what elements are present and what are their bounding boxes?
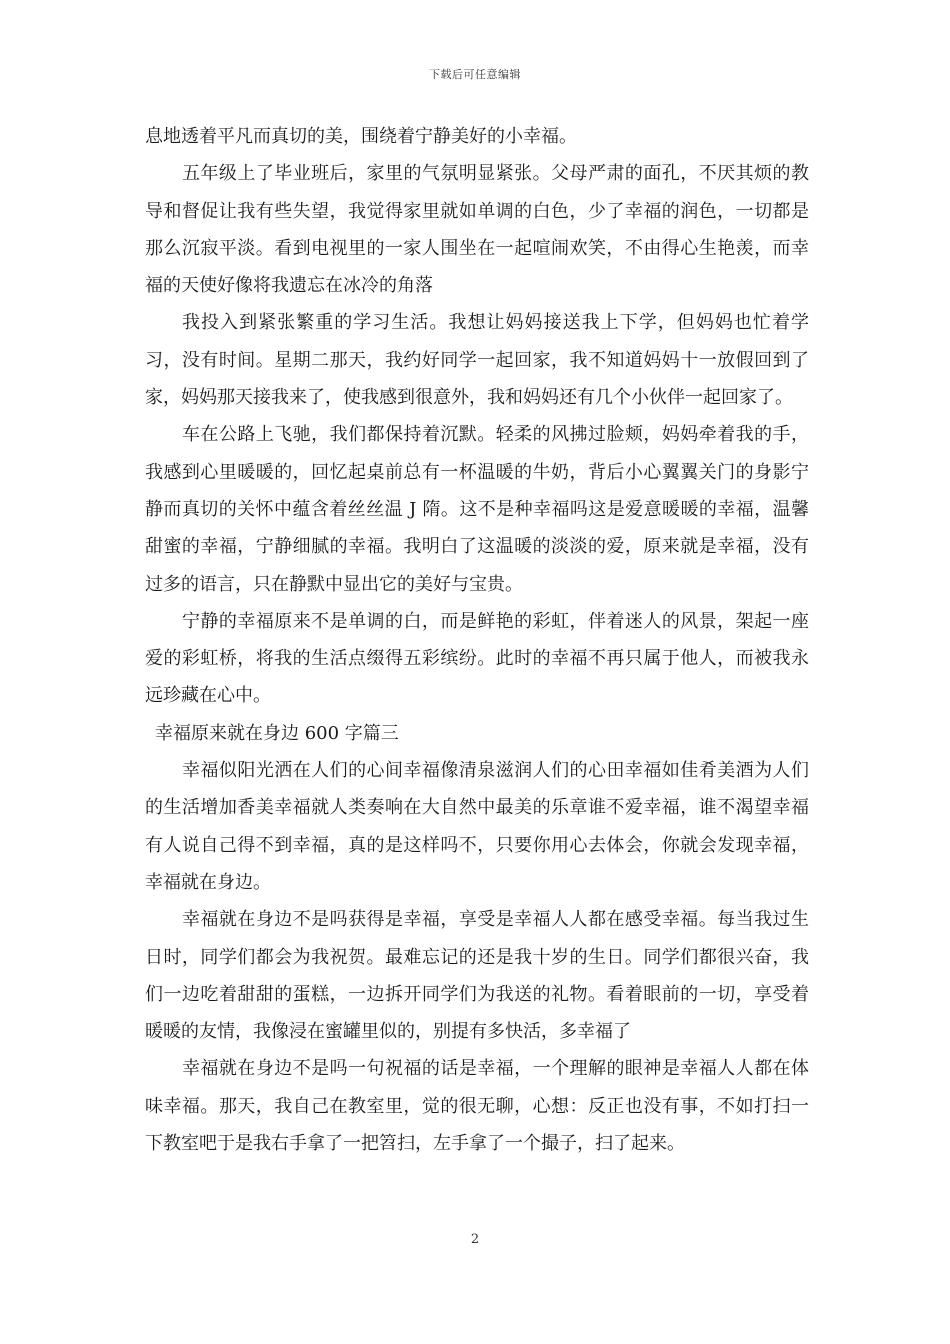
document-body <box>145 118 809 1162</box>
paragraph: 幸福就在身边不是吗获得是幸福，享受是幸福人人都在感受幸福。每当我过生日时，同学们都会为我祝贺。最难忘记的还是我十岁的生日。同学们都很兴奋，我们一边吃着甜甜的蛋糕，一边拆开同学们为我送的礼物。看着眼前的一切，享受着暖暖的友情，我像浸在蜜罐里似的，别提有多快活，多幸福了 <box>145 909 809 1043</box>
paragraph: 车在公路上飞驰，我们都保持着沉默。轻柔的风拂过脸颊，妈妈牵着我的手，我感到心里暖暖的，回忆起桌前总有一杯温暖的牛奶，背后小心翼翼关门的身影宁静而真切的关怀中蕴含着丝丝温 J 隋。这不是种幸福吗这是爱意暖暖的幸福，温馨甜蜜的幸福，宁静细腻的幸福。我明白了这温暖的淡淡的爱，原来就是幸福，没有过多的语言，只在静默中显出它的美好与宝贵。 <box>145 424 809 595</box>
paragraph-continuation: 息地透着平凡而真切的美，围绕着宁静美好的小幸福。 <box>145 126 577 147</box>
section-heading: 幸福原来就在身边 600 字篇三 <box>155 722 399 744</box>
page-number: 2 <box>470 1232 480 1247</box>
page-header-note: 下载后可任意编辑 <box>429 68 521 81</box>
paragraph: 五年级上了毕业班后，家里的气氛明显紧张。父母严肃的面孔，不厌其烦的教导和督促让我有些失望，我觉得家里就如单调的白色，少了幸福的润色，一切都是那么沉寂平淡。看到电视里的一家人围坐在一起喧闹欢笑，不由得心生艳羡，而幸福的天使好像将我遗忘在冰冷的角落 <box>145 163 809 297</box>
paragraph: 幸福似阳光洒在人们的心间幸福像清泉滋润人们的心田幸福如佳肴美酒为人们的生活增加香美幸福就人类奏响在大自然中最美的乐章谁不爱幸福，谁不渴望幸福有人说自己得不到幸福，真的是这样吗不，只要你用心去体会，你就会发现幸福，幸福就在身边。 <box>145 760 809 893</box>
paragraph: 我投入到紧张繁重的学习生活。我想让妈妈接送我上下学，但妈妈也忙着学习，没有时间。星期二那天，我约好同学一起回家，我不知道妈妈十一放假回到了家，妈妈那天接我来了，使我感到很意外，我和妈妈还有几个小伙伴一起回家了。 <box>145 312 809 409</box>
paragraph: 宁静的幸福原来不是单调的白，而是鲜艳的彩虹，伴着迷人的风景，架起一座爱的彩虹桥，将我的生活点缀得五彩缤纷。此时的幸福不再只属于他人，而被我永远珍藏在心中。 <box>145 610 809 707</box>
paragraph: 幸福就在身边不是吗一句祝福的话是幸福，一个理解的眼神是幸福人人都在体味幸福。那天，我自己在教室里，觉的很无聊，心想：反正也没有事，不如打扫一下教室吧于是我右手拿了一把笤扫，左手拿了一个撮子，扫了起来。 <box>145 1058 809 1155</box>
